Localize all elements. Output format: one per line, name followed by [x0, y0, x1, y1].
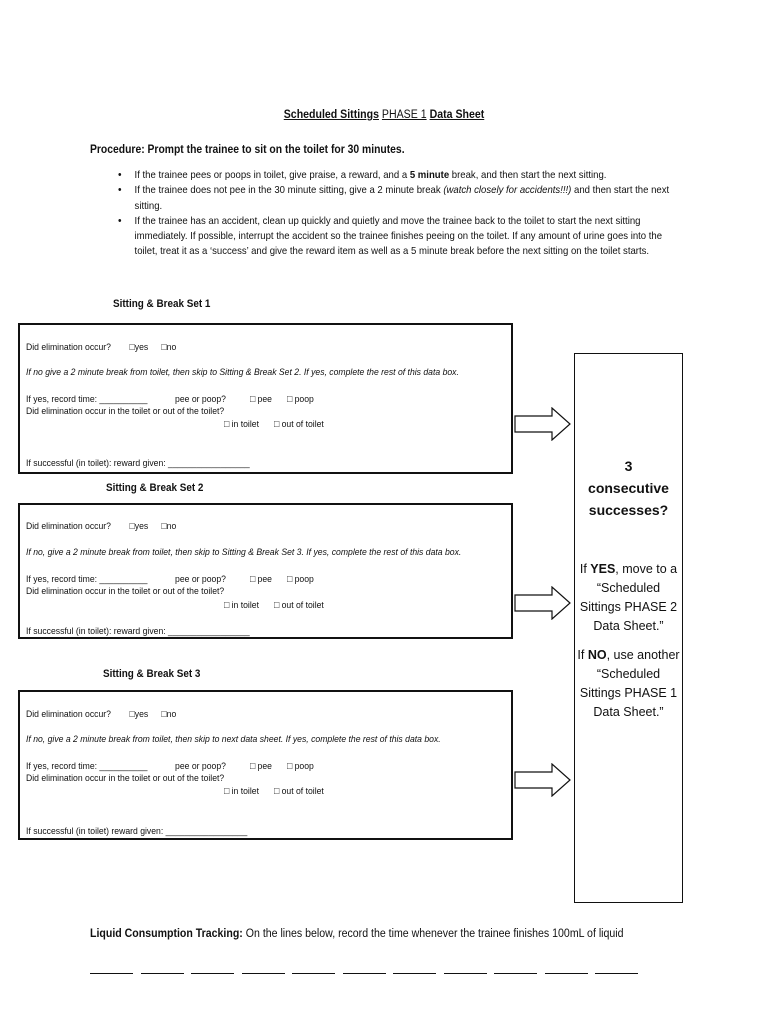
decision-yes-rest: , move to a “Scheduled Sittings PHASE 2 Data Sheet.” [579, 562, 678, 633]
liquid-time-field-6[interactable] [343, 963, 386, 974]
set-2-in-toilet-checkbox[interactable]: □ in toilet [224, 600, 259, 611]
set-1-out-toilet-checkbox[interactable]: □ out of toilet [273, 419, 324, 430]
instruction-list [118, 168, 670, 260]
set-3-question [26, 709, 176, 720]
set-2-no-checkbox[interactable]: □no [161, 521, 177, 532]
set-3-pee-checkbox[interactable]: □ pee [249, 761, 272, 772]
set-1-in-toilet-checkbox[interactable]: □ in toilet [224, 419, 259, 430]
set-1-poop-checkbox[interactable]: □ poop [286, 394, 314, 405]
set-3-yes-checkbox[interactable]: □yes [129, 709, 149, 720]
set-3-in-toilet-checkbox[interactable]: □ in toilet [224, 786, 259, 797]
decision-no-prefix: If [577, 648, 588, 662]
liquid-time-field-2[interactable] [141, 963, 184, 974]
bullet-2-text: If the trainee does not pee in the 30 minute sitting, give a 2 minute break [134, 185, 444, 197]
set-1-location-row [224, 419, 324, 430]
set-1-no-checkbox[interactable]: □no [161, 342, 177, 353]
decision-panel [574, 353, 683, 903]
liquid-time-field-10[interactable] [545, 963, 588, 974]
set-3-pee-or-poop-label: pee or poop? [175, 761, 226, 772]
bullet-2-italic: (watch closely for accidents!!!) [443, 185, 572, 197]
decision-yes-prefix: If [579, 562, 591, 576]
set-1-instruction: If no give a 2 minute break from toilet, then skip to Sitting & Break Set 2. If yes, complete the rest of this data box. [26, 367, 459, 378]
set-1-heading: Sitting & Break Set 1 [113, 298, 211, 310]
set-2-yes-checkbox[interactable]: □yes [129, 521, 149, 532]
liquid-tracking-instruction: On the lines below, record the time whenever the trainee finishes 100mL of liquid [242, 928, 624, 940]
set-1-q1: Did elimination occur? [26, 342, 111, 353]
decision-heading [575, 455, 682, 521]
set-3-q2: Did elimination occur in the toilet or out of the toilet? [26, 773, 225, 784]
decision-no-bold: NO [587, 648, 607, 662]
liquid-time-field-1[interactable] [90, 963, 133, 974]
set-2-q1: Did elimination occur? [26, 521, 111, 532]
set-3-reward-field[interactable]: If successful (in toilet) reward given: _________________ [26, 826, 248, 837]
liquid-time-field-5[interactable] [292, 963, 335, 974]
liquid-tracking-label: Liquid Consumption Tracking: [90, 928, 243, 940]
set-1-reward-field[interactable]: If successful (in toilet): reward given: _________________ [26, 458, 250, 469]
bullet-1-text: If the trainee pees or poops in toilet, give praise, a reward, and a [134, 170, 410, 181]
decision-yes-text [575, 560, 682, 636]
set-2-record-row [26, 574, 314, 585]
set-1-question [26, 342, 176, 353]
set-2-arrow-icon [514, 586, 572, 620]
set-2-heading: Sitting & Break Set 2 [106, 482, 204, 494]
set-1-q2: Did elimination occur in the toilet or out of the toilet? [26, 406, 225, 417]
page-title [31, 109, 738, 121]
decision-heading-line-1: 3 [624, 458, 633, 474]
set-3-record-row [26, 761, 314, 772]
liquid-time-field-8[interactable] [444, 963, 487, 974]
liquid-time-field-9[interactable] [494, 963, 537, 974]
liquid-time-field-11[interactable] [595, 963, 638, 974]
title-part-1: Scheduled Sittings [283, 109, 379, 121]
liquid-time-field-4[interactable] [242, 963, 285, 974]
set-2-poop-checkbox[interactable]: □ poop [286, 574, 314, 585]
decision-no-rest: , use another “Scheduled Sittings PHASE 1 Data Sheet.” [579, 648, 680, 719]
set-3-box [18, 690, 513, 840]
procedure-text: Procedure: Prompt the trainee to sit on the toilet for 30 minutes. [90, 144, 405, 156]
instruction-item-2 [118, 183, 670, 214]
set-1-record-row [26, 394, 314, 405]
set-2-pee-or-poop-label: pee or poop? [175, 574, 226, 585]
set-2-box [18, 503, 513, 639]
decision-yes-bold: YES [590, 562, 616, 576]
instruction-item-1 [118, 168, 670, 183]
set-3-instruction: If no, give a 2 minute break from toilet, then skip to next data sheet. If yes, complete the rest of this data box. [26, 734, 441, 745]
set-3-no-checkbox[interactable]: □no [161, 709, 177, 720]
set-2-record-time-field[interactable]: If yes, record time: __________ [26, 574, 148, 585]
set-2-question [26, 521, 176, 532]
set-2-out-toilet-checkbox[interactable]: □ out of toilet [273, 600, 324, 611]
liquid-time-field-7[interactable] [393, 963, 436, 974]
set-2-location-row [224, 600, 324, 611]
set-2-q2: Did elimination occur in the toilet or out of the toilet? [26, 586, 225, 597]
bullet-1-bold: 5 minute [409, 170, 450, 181]
decision-heading-line-3: successes? [588, 502, 669, 518]
liquid-time-field-3[interactable] [191, 963, 234, 974]
bullet-2-text-end: and then start the next sitting. [134, 185, 670, 212]
instruction-item-3 [118, 214, 670, 260]
set-1-yes-checkbox[interactable]: □yes [129, 342, 149, 353]
bullet-3-text: If the trainee has an accident, clean up quickly and quietly and move the trainee back to the toilet to start the next sitting immediately. If possible, interrupt the accident so the trainee finishes peeing on the toilet. If any amount of urine goes into the toilet, treat it as a ‘success’ and give the reward item as well as a 5 minute break before the next sitting on the toilet starts. [134, 215, 663, 258]
set-2-reward-field[interactable]: If successful (in toilet): reward given: _________________ [26, 626, 250, 637]
set-3-poop-checkbox[interactable]: □ poop [286, 761, 314, 772]
set-3-q1: Did elimination occur? [26, 709, 111, 720]
set-1-box [18, 323, 513, 474]
set-3-out-toilet-checkbox[interactable]: □ out of toilet [273, 786, 324, 797]
set-2-instruction: If no, give a 2 minute break from toilet, then skip to Sitting & Break Set 3. If yes, complete the rest of this data box. [26, 547, 462, 558]
set-1-record-time-field[interactable]: If yes, record time: __________ [26, 394, 148, 405]
title-part-3: Data Sheet [429, 109, 485, 121]
set-3-heading: Sitting & Break Set 3 [103, 668, 201, 680]
set-2-pee-checkbox[interactable]: □ pee [249, 574, 272, 585]
set-3-arrow-icon [514, 763, 572, 797]
title-part-2: PHASE 1 [381, 109, 427, 121]
liquid-tracking-text [90, 928, 624, 940]
set-3-location-row [224, 786, 324, 797]
set-1-pee-or-poop-label: pee or poop? [175, 394, 226, 405]
decision-heading-line-2: consecutive [588, 480, 669, 496]
bullet-1-text-end: break, and then start the next sitting. [449, 170, 607, 181]
liquid-time-lines [90, 963, 646, 977]
set-1-pee-checkbox[interactable]: □ pee [249, 394, 272, 405]
set-1-arrow-icon [514, 407, 572, 441]
decision-no-text [575, 646, 682, 722]
set-3-record-time-field[interactable]: If yes, record time: __________ [26, 761, 148, 772]
